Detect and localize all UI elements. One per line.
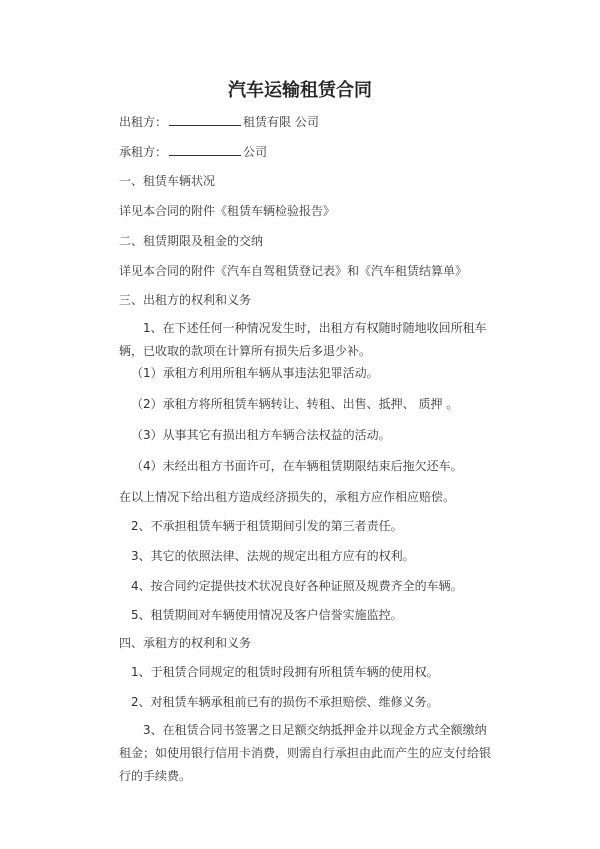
- section-3-note: 在以上情况下给出租方造成经济损失的，承租方应作相应赔偿。: [119, 490, 456, 504]
- section-3-item-1: （1）承租方利用所租车辆从事违法犯罪活动。: [131, 366, 379, 380]
- section-2-heading: 二、租赁期限及租金的交纳: [119, 234, 264, 248]
- section-3-item-4: （4）未经出租方书面许可，在车辆租赁期限结束后拖欠还车。: [131, 459, 463, 473]
- lessor-line: [119, 113, 319, 130]
- section-3-clause-3: 3、其它的依照法律、法规的规定出租方应有的权利。: [131, 549, 415, 563]
- lessor-label: 出租方：: [119, 115, 168, 129]
- section-1-text: 详见本合同的附件《租赁车辆检验报告》: [119, 204, 336, 218]
- section-3-item-3: （3）从事其它有损出租方车辆合法权益的活动。: [131, 428, 391, 442]
- section-3-clause-5: 5、租赁期间对车辆使用情况及客户信誉实施监控。: [131, 608, 403, 622]
- lessor-blank: [169, 113, 241, 126]
- section-4-clause-3: 3、在租赁合同书签署之日足额交纳抵押金并以现金方式全额缴纳租金；如使用银行信用卡消费，则需自行承担由此而产生的应支付给银行的手续费。: [119, 723, 492, 783]
- lessee-line: [119, 143, 267, 160]
- section-2-text: 详见本合同的附件《汽车自驾租赁登记表》和《汽车租赁结算单》: [119, 264, 468, 278]
- section-3-clause-2: 2、不承担租赁车辆于租赁期间引发的第三者责任。: [131, 519, 403, 533]
- section-3-clause-1: 1、在下述任何一种情况发生时，出租方有权随时随地收回所租车辆，已收取的款项在计算所有损失后多退少补。: [119, 321, 487, 358]
- lessee-blank: [169, 143, 241, 156]
- lessee-suffix: 公司: [243, 145, 268, 159]
- section-3-heading: 三、出租方的权利和义务: [119, 293, 252, 307]
- section-1-heading: 一、租赁车辆状况: [119, 174, 216, 188]
- section-4-clause-2: 2、对租赁车辆承租前已有的损伤不承担赔偿、维修义务。: [131, 695, 439, 709]
- section-4-heading: 四、承租方的权利和义务: [119, 636, 252, 650]
- section-3-clause-4: 4、按合同约定提供技术状况良好各种证照及规费齐全的车辆。: [131, 579, 463, 593]
- lessee-label: 承租方：: [119, 145, 168, 159]
- lessor-suffix: 租赁有限 公司: [243, 115, 319, 129]
- section-4-clause-1: 1、于租赁合同规定的租赁时段拥有所租赁车辆的使用权。: [131, 665, 439, 679]
- page-title: 汽车运输租赁合同: [228, 80, 372, 101]
- section-3-item-2: （2）承租方将所租赁车辆转让、转租、出售、抵押、 质押 。: [131, 397, 459, 411]
